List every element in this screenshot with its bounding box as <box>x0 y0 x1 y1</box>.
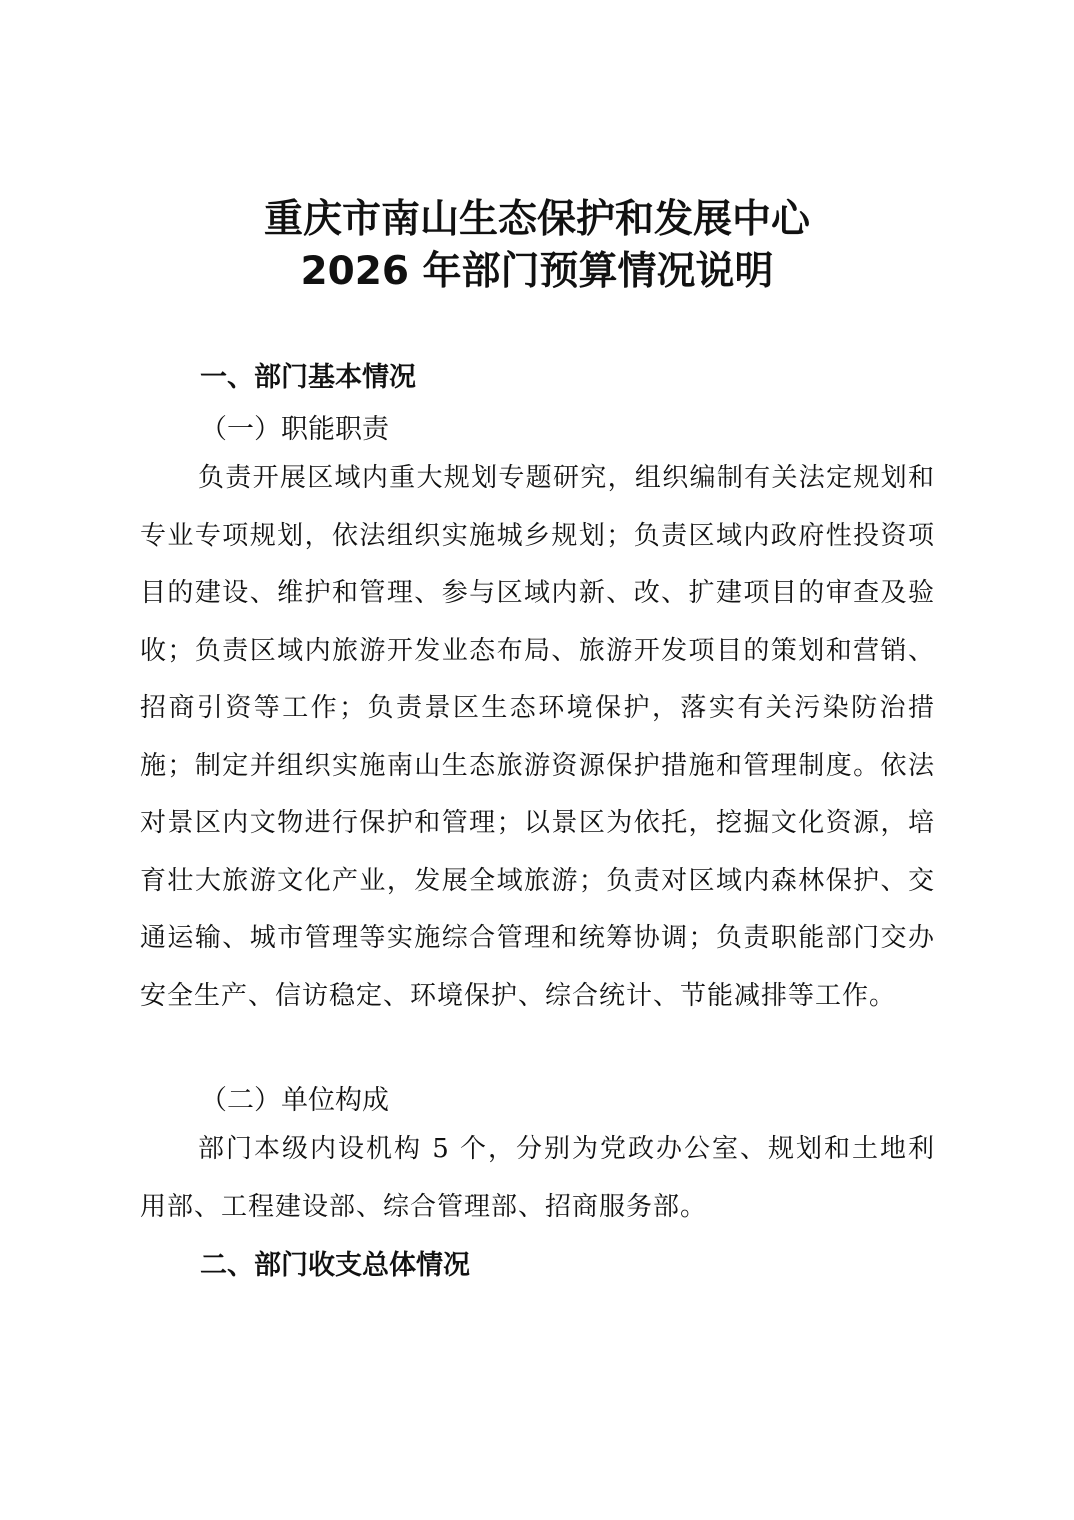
section1-heading: 一、部门基本情况 <box>200 362 416 393</box>
section1-sub2-heading: （二）单位构成 <box>200 1085 389 1116</box>
document-title-line1: 重庆市南山生态保护和发展中心 <box>263 197 810 242</box>
structure-paragraph: 部门本级内设机构 5 个，分别为党政办公室、规划和土地利用部、工程建设部、综合管理部、招商服务部。 <box>140 1134 935 1222</box>
duties-paragraph: 负责开展区域内重大规划专题研究，组织编制有关法定规划和专业专项规划，依法组织实施城乡规划；负责区域内政府性投资项目的建设、维护和管理、参与区域内新、改、扩建项目的审查及验收；负责区域内旅游开发业态布局、旅游开发项目的策划和营销、招商引资等工作；负责景区生态环境保护，落实有关污染防治措施；制定并组织实施南山生态旅游资源保护措施和管理制度。依法对景区内文物进行保护和管理；以景区为依托，挖掘文化资源，培育壮大旅游文化产业，发展全域旅游；负责对区域内森林保护、交通运输、城市管理等实施综合管理和统筹协调；负责职能部门交办安全生产、信访稳定、环境保护、综合统计、节能减排等工作。 <box>140 463 935 1011</box>
document-title-line2: 2026 年部门预算情况说明 <box>300 249 774 294</box>
section1-sub1-heading: （一）职能职责 <box>200 414 389 445</box>
section2-heading: 二、部门收支总体情况 <box>200 1250 470 1281</box>
